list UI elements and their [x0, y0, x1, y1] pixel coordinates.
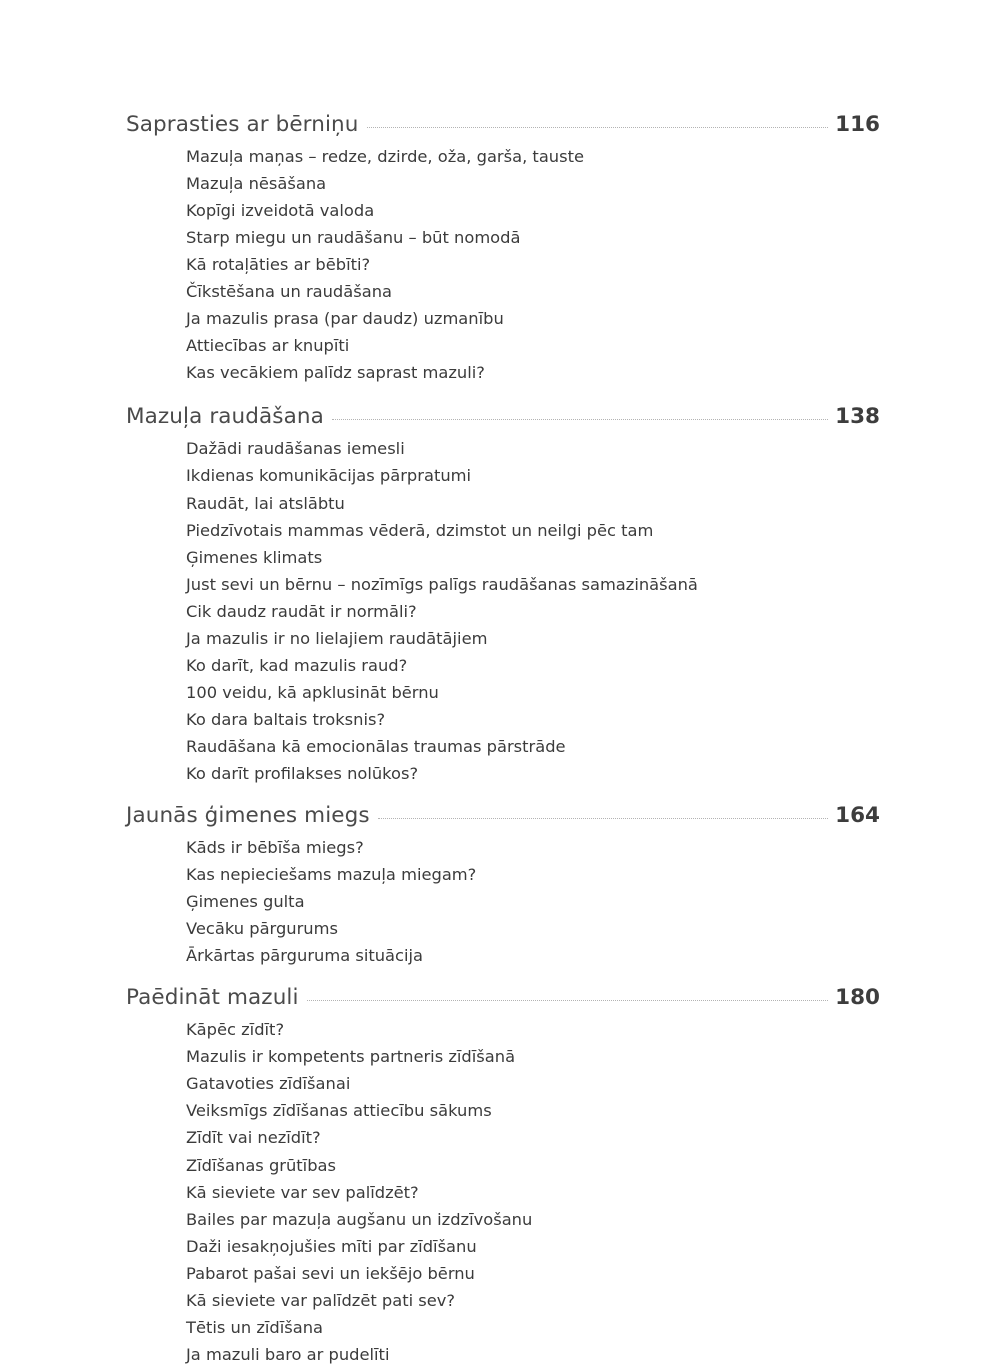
- toc-entry[interactable]: Zīdīšanas grūtības: [186, 1155, 336, 1175]
- toc-section-title: Mazuļa raudāšana: [126, 404, 324, 430]
- toc-entry[interactable]: Kas vecākiem palīdz saprast mazuli?: [186, 363, 485, 383]
- dot-leader: [332, 418, 828, 420]
- toc-entry[interactable]: Kāds ir bēbīša miegs?: [186, 838, 364, 858]
- toc-entry[interactable]: Kāpēc zīdīt?: [186, 1020, 285, 1040]
- dot-leader: [367, 126, 829, 128]
- toc-entry[interactable]: Just sevi un bērnu – nozīmīgs palīgs raudāšanas samazināšanā: [186, 574, 698, 594]
- toc-section: [126, 803, 880, 969]
- toc-entry[interactable]: Ja mazulis prasa (par daudz) uzmanību: [186, 309, 504, 329]
- toc-entry-list: [126, 143, 880, 386]
- toc-entry[interactable]: Raudāt, lai atslābtu: [186, 493, 345, 513]
- toc-entry[interactable]: Kā sieviete var palīdzēt pati sev?: [186, 1290, 456, 1310]
- toc-section-page: 164: [835, 803, 880, 829]
- toc-entry[interactable]: 100 veidu, kā apklusināt bērnu: [186, 682, 439, 702]
- toc-section-title: Jaunās ģimenes miegs: [126, 803, 370, 829]
- toc-section: [126, 985, 880, 1368]
- toc-entry[interactable]: Čīkstēšana un raudāšana: [186, 282, 393, 302]
- toc-entry[interactable]: Ikdienas komunikācijas pārpratumi: [186, 466, 472, 486]
- toc-section: [126, 404, 880, 787]
- toc-entry-list: [126, 834, 880, 969]
- toc-section-page: 138: [835, 404, 880, 430]
- toc-entry[interactable]: Daži iesakņojušies mīti par zīdīšanu: [186, 1236, 477, 1256]
- toc-section-page: 180: [835, 985, 880, 1011]
- toc-entry[interactable]: Bailes par mazuļa augšanu un izdzīvošanu: [186, 1209, 533, 1229]
- toc-entry[interactable]: Ko dara baltais troksnis?: [186, 709, 386, 729]
- toc-section-header[interactable]: [126, 985, 880, 1010]
- toc-section-page: 116: [835, 112, 880, 137]
- toc-entry[interactable]: Ja mazulis ir no lielajiem raudātājiem: [186, 628, 488, 648]
- toc-section-header[interactable]: [126, 404, 880, 429]
- toc-section-header[interactable]: [126, 112, 880, 137]
- toc-entry[interactable]: Kas nepieciešams mazuļa miegam?: [186, 865, 477, 885]
- toc-entry[interactable]: Kopīgi izveidotā valoda: [186, 201, 375, 221]
- toc-section-header[interactable]: [126, 803, 880, 828]
- toc-entry[interactable]: Vecāku pārgurums: [186, 919, 338, 939]
- toc-entry[interactable]: Ja mazuli baro ar pudelīti: [186, 1344, 390, 1364]
- table-of-contents: [126, 112, 880, 1368]
- toc-section-title: Paēdināt mazuli: [126, 985, 299, 1011]
- toc-entry[interactable]: Mazuļa nēsāšana: [186, 174, 327, 194]
- toc-entry[interactable]: Mazuļa maņas – redze, dzirde, oža, garša, tauste: [186, 147, 584, 166]
- toc-entry[interactable]: Gatavoties zīdīšanai: [186, 1074, 351, 1094]
- dot-leader: [378, 817, 828, 819]
- toc-entry[interactable]: Ko darīt profilakses nolūkos?: [186, 763, 419, 783]
- toc-entry[interactable]: Ārkārtas pārguruma situācija: [186, 946, 424, 966]
- toc-entry[interactable]: Piedzīvotais mammas vēderā, dzimstot un neilgi pēc tam: [186, 520, 654, 540]
- toc-entry[interactable]: Kā rotaļāties ar bēbīti?: [186, 255, 371, 275]
- toc-entry[interactable]: Ko darīt, kad mazulis raud?: [186, 655, 408, 675]
- toc-entry-list: [126, 435, 880, 787]
- toc-section-title: Saprasties ar bērniņu: [126, 112, 359, 137]
- toc-entry[interactable]: Kā sieviete var sev palīdzēt?: [186, 1182, 419, 1202]
- toc-entry[interactable]: Ģimenes gulta: [186, 892, 305, 912]
- toc-entry[interactable]: Tētis un zīdīšana: [186, 1317, 324, 1337]
- toc-entry[interactable]: Attiecības ar knupīti: [186, 336, 350, 356]
- toc-entry[interactable]: Ģimenes klimats: [186, 547, 323, 567]
- toc-entry-list: [126, 1016, 880, 1368]
- toc-entry[interactable]: Pabarot pašai sevi un iekšējo bērnu: [186, 1263, 475, 1283]
- dot-leader: [307, 999, 828, 1001]
- toc-entry[interactable]: Dažādi raudāšanas iemesli: [186, 439, 405, 459]
- toc-entry[interactable]: Starp miegu un raudāšanu – būt nomodā: [186, 228, 521, 248]
- toc-entry[interactable]: Raudāšana kā emocionālas traumas pārstrāde: [186, 736, 566, 756]
- toc-entry[interactable]: Mazulis ir kompetents partneris zīdīšanā: [186, 1047, 516, 1067]
- toc-entry[interactable]: Veiksmīgs zīdīšanas attiecību sākums: [186, 1101, 492, 1121]
- toc-entry[interactable]: Cik daudz raudāt ir normāli?: [186, 601, 417, 621]
- toc-section: [126, 112, 880, 386]
- toc-entry[interactable]: Zīdīt vai nezīdīt?: [186, 1128, 321, 1148]
